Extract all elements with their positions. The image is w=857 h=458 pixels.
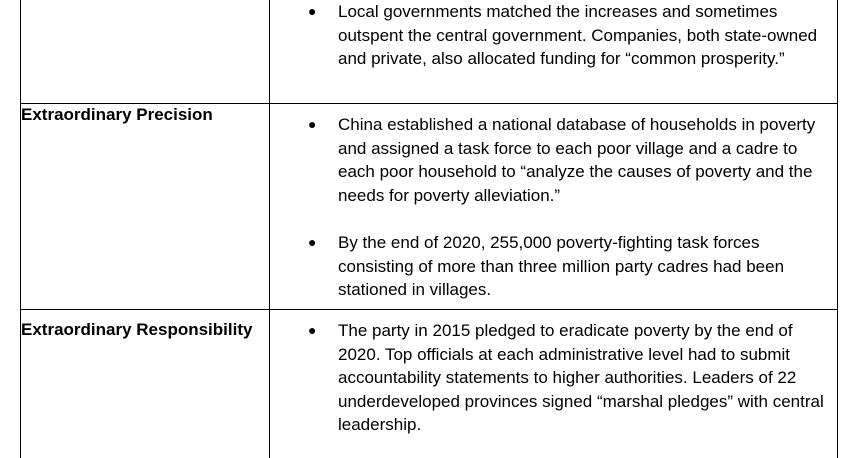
bullet-item [270,319,837,437]
bullet-list [270,104,837,302]
row-label: Extraordinary Precision [21,105,213,124]
table-row [21,310,838,458]
table-row [21,104,838,310]
table-row [21,0,838,104]
bullet-item [270,113,837,207]
bullet-icon: ● [308,234,317,250]
row-body-cell [270,310,838,458]
row-body-cell [270,0,838,104]
bullet-icon: ● [308,3,317,19]
policy-table [20,0,838,458]
bullet-item [270,0,837,71]
bullet-text: The party in 2015 pledged to eradicate poverty by the end of 2020. Top officials at each administrative level had to submit accountability statements to higher authorities. Leaders of 22 underdeveloped provinces signed “marshal pledges” with central leadership. [338,321,824,434]
row-body-cell [270,104,838,310]
bullet-item [270,231,837,302]
row-label-cell [21,310,270,458]
bullet-text: China established a national database of households in poverty and assigned a task force to each poor village and a cadre to each poor household to “analyze the causes of poverty and the needs for poverty alleviation.” [338,115,816,205]
bullet-list [270,310,837,437]
row-label: Extraordinary Responsibility [21,320,253,339]
bullet-icon: ● [308,322,317,338]
bullet-icon: ● [308,116,317,132]
bullet-text: Local governments matched the increases and sometimes outspent the central government. Companies, both state-owned and private, also allocated funding for “common prosperity.” [338,2,818,68]
row-label-cell [21,104,270,310]
row-label-cell [21,0,270,104]
bullet-list [270,0,837,71]
bullet-text: By the end of 2020, 255,000 poverty-fighting task forces consisting of more than three million party cadres had been stationed in villages. [338,233,785,299]
